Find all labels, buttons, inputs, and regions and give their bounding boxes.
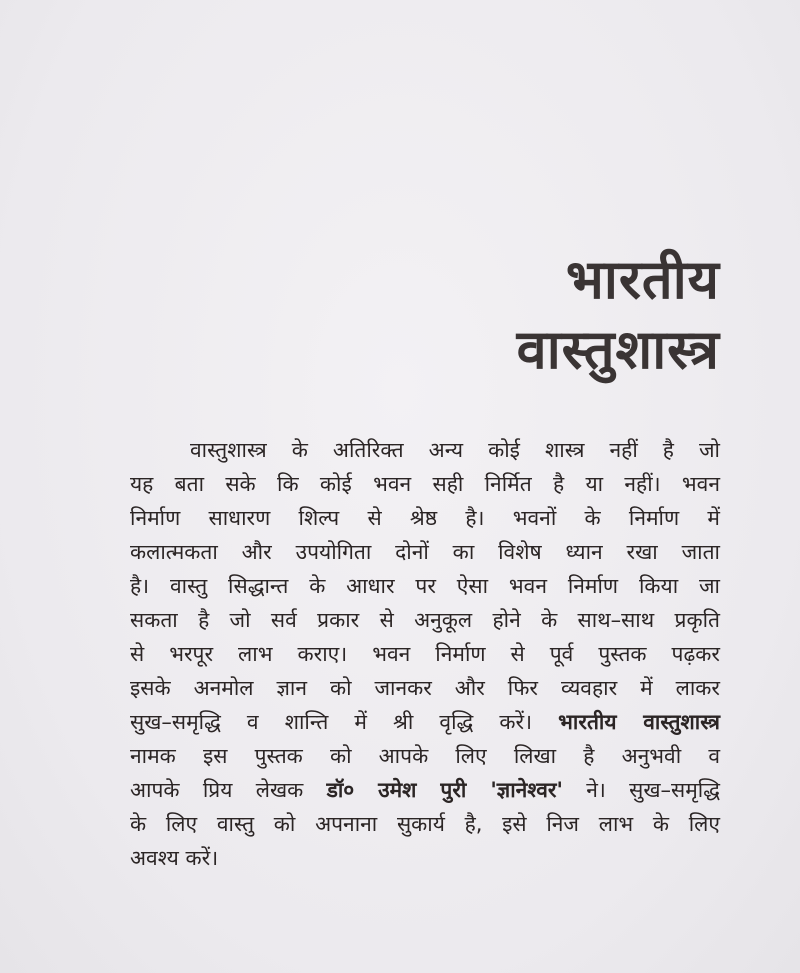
- page-title: [517, 245, 720, 385]
- title-line-1: भारतीय: [565, 248, 720, 311]
- body-line: कलात्मकता और उपयोगिता दोनों का विशेष ध्यान रखा जाता: [130, 540, 720, 564]
- body-line: निर्माण साधारण शिल्प से श्रेष्ठ है। भवनों के निर्माण में: [130, 506, 720, 530]
- body-paragraph: [130, 433, 720, 875]
- body-line: है। वास्तु सिद्धान्त के आधार पर ऐसा भवन निर्माण किया जा: [130, 574, 720, 598]
- author-name-emphasis: डॉ० उमेश पुरी 'ज्ञानेश्वर': [326, 778, 563, 802]
- body-line: अवश्य करें।: [130, 846, 219, 870]
- body-line: से भरपूर लाभ कराए। भवन निर्माण से पूर्व पुस्तक पढ़कर: [130, 642, 720, 666]
- body-line: सकता है जो सर्व प्रकार से अनुकूल होने के साथ–साथ प्रकृति: [130, 608, 720, 632]
- title-line-2: वास्तुशास्त्र: [516, 318, 720, 381]
- body-line: यह बता सके कि कोई भवन सही निर्मित है या नहीं। भवन: [130, 472, 720, 496]
- body-line: नामक इस पुस्तक को आपके लिए लिखा है अनुभवी व: [130, 744, 720, 768]
- body-text-segment: आपके प्रिय लेखक: [130, 778, 327, 802]
- book-title-emphasis: भारतीय वास्तुशास्त्र: [558, 710, 720, 734]
- body-line: वास्तुशास्त्र के अतिरिक्त अन्य कोई शास्त्र नहीं है जो: [190, 438, 720, 462]
- body-line: के लिए वास्तु को अपनाना सुकार्य है, इसे निज लाभ के लिए: [130, 812, 720, 836]
- body-text-segment: सुख–समृद्धि व शान्ति में श्री वृद्धि करें।: [130, 710, 559, 734]
- body-line: [130, 705, 720, 739]
- body-line: इसके अनमोल ज्ञान को जानकर और फिर व्यवहार में लाकर: [130, 676, 720, 700]
- body-line: [130, 773, 720, 807]
- body-text-segment: ने। सुख–समृद्धि: [562, 778, 721, 802]
